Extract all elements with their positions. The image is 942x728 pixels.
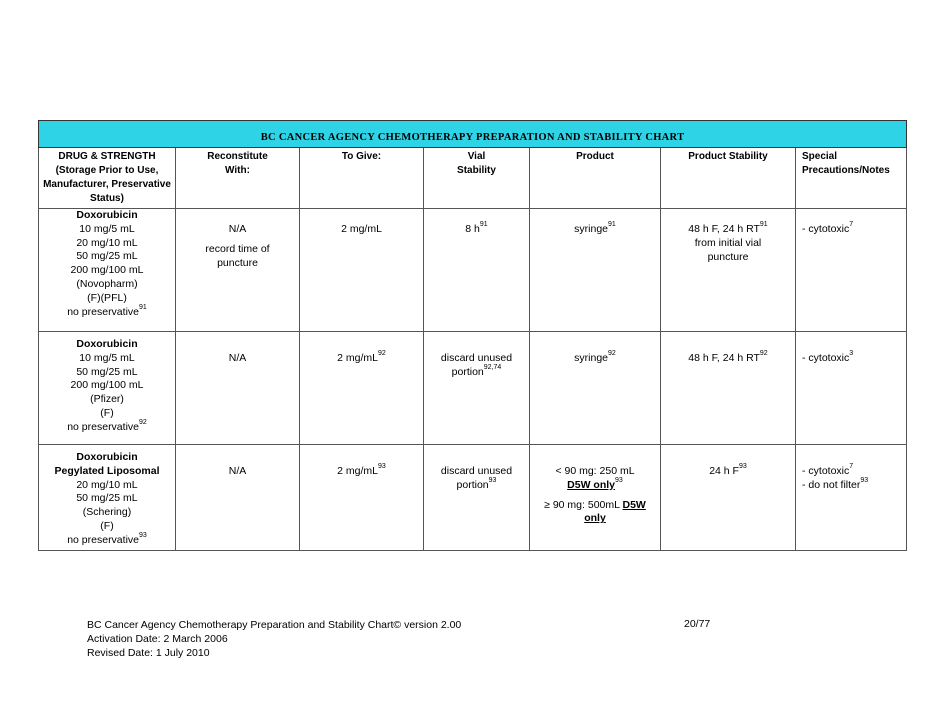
storage: (F) [100, 406, 114, 419]
to-give-cell [300, 332, 424, 445]
product-stability-value [664, 211, 792, 237]
notes-cell [796, 445, 907, 551]
product-stability-text: 48 h F, 24 h RT [688, 352, 760, 364]
product-value [533, 499, 657, 513]
drug-name: Doxorubicin [76, 338, 138, 350]
reconstitute-cell [176, 445, 300, 551]
drug-cell [39, 445, 176, 551]
product-stability-value [664, 451, 792, 479]
notes-cell [796, 332, 907, 445]
footer-revised-date: Revised Date: 1 July 2010 [87, 647, 210, 659]
manufacturer: (Novopharm) [76, 277, 138, 290]
to-give-value: 2 mg/mL [341, 223, 382, 235]
product-stability-cell [661, 209, 796, 332]
drug-name: Doxorubicin [76, 209, 138, 221]
vial-stability-text: portion [456, 478, 489, 491]
reference: 93 [615, 476, 623, 484]
vial-stability-cell [424, 445, 530, 551]
note-text: - cytotoxic [802, 223, 850, 235]
reference: 7 [849, 221, 854, 228]
header-special-precautions [796, 148, 907, 209]
notes-cell [796, 209, 907, 332]
strength: 10 mg/5 mL [79, 222, 135, 235]
strength: 50 mg/25 mL [76, 492, 138, 505]
header-text: Product [576, 151, 614, 162]
table-row [39, 445, 907, 551]
product-stability-text: 24 h F [709, 465, 739, 477]
reference: 92 [759, 350, 768, 357]
reference: 93 [488, 476, 497, 484]
header-reconstitute [176, 148, 300, 209]
product-stability-value [664, 338, 792, 366]
header-text: Reconstitute [207, 151, 268, 162]
reconstitute-note: record time of [205, 242, 270, 255]
product-stability-cell [661, 445, 796, 551]
header-product-stability [661, 148, 796, 209]
header-row [39, 148, 907, 209]
table-row [39, 209, 907, 332]
reference: 91 [139, 303, 147, 311]
reference: 92 [378, 350, 386, 357]
reconstitute-note: puncture [217, 256, 258, 269]
reference: 91 [479, 221, 488, 228]
product-text: syringe [574, 223, 609, 235]
drug-name: Doxorubicin [76, 451, 138, 463]
reference: 3 [849, 350, 854, 357]
reference: 91 [608, 221, 616, 228]
vial-stability-value [427, 363, 526, 380]
strength: 50 mg/25 mL [76, 250, 138, 263]
product-stability-note: puncture [707, 250, 749, 263]
reconstitute-value: N/A [228, 465, 247, 477]
preservative [42, 303, 172, 320]
preservative-text: no preservative [67, 305, 139, 318]
vial-stability-text: 8 h [465, 223, 480, 235]
strength: 200 mg/100 mL [70, 379, 144, 392]
header-text: Manufacturer, Preservative [43, 179, 171, 190]
preservative-text: no preservative [67, 420, 139, 433]
table-row [39, 332, 907, 445]
note [802, 338, 903, 366]
reference: 93 [738, 463, 747, 470]
header-text: Special [802, 151, 838, 162]
product-value [533, 211, 657, 237]
product-stability-note: from initial vial [694, 236, 762, 249]
reference: 93 [139, 531, 147, 539]
product-cell [530, 332, 661, 445]
product-value [533, 476, 657, 493]
header-text: To Give: [341, 151, 382, 162]
vial-stability-text: discard unused [440, 465, 513, 477]
reconstitute-cell [176, 332, 300, 445]
strength: 20 mg/10 mL [76, 236, 138, 249]
reference: 92,74 [483, 363, 502, 371]
stability-chart-table [38, 120, 907, 551]
note-text: - do not filter [802, 478, 861, 491]
footer-activation-date: Activation Date: 2 March 2006 [87, 633, 228, 645]
drug-cell [39, 332, 176, 445]
manufacturer: (Pfizer) [90, 393, 124, 406]
note-text: - cytotoxic [802, 465, 850, 477]
product-text: only [584, 512, 606, 525]
header-drug-strength [39, 148, 176, 209]
vial-stability-cell [424, 332, 530, 445]
preservative [42, 418, 172, 435]
header-text: Stability [457, 165, 496, 176]
product-value [533, 338, 657, 366]
header-text: DRUG & STRENGTH [58, 151, 156, 162]
reference: 93 [378, 463, 386, 470]
product-cell [530, 445, 661, 551]
note [802, 211, 903, 237]
header-text: With: [225, 165, 250, 176]
strength: 200 mg/100 mL [70, 264, 144, 277]
vial-stability-cell [424, 209, 530, 332]
note [802, 476, 903, 493]
storage: (F) [100, 519, 114, 532]
drug-name: Pegylated Liposomal [54, 464, 160, 477]
reconstitute-value: N/A [228, 352, 247, 364]
reference: 91 [759, 221, 768, 228]
footer-title: BC Cancer Agency Chemotherapy Preparation and Stability Chart© version 2.00 [87, 619, 462, 631]
vial-stability-value [427, 211, 526, 237]
page-number: 20/77 [684, 618, 711, 630]
chart-title: BC CANCER AGENCY CHEMOTHERAPY PREPARATION AND STABILITY CHART [39, 121, 907, 148]
chart-title-row [39, 121, 907, 148]
header-text: Status) [90, 193, 124, 204]
vial-stability-value [427, 476, 526, 493]
to-give-text: 2 mg/mL [337, 352, 379, 364]
preservative [42, 531, 172, 548]
header-text: Precautions/Notes [802, 165, 890, 176]
drug-cell [39, 209, 176, 332]
vial-stability-text: portion [451, 365, 484, 378]
to-give-text: 2 mg/mL [337, 465, 379, 477]
product-stability-cell [661, 332, 796, 445]
reference: 93 [860, 476, 869, 484]
manufacturer: (Schering) [82, 506, 132, 519]
reference: 7 [849, 463, 854, 470]
product-text: D5W [622, 498, 646, 511]
header-to-give [300, 148, 424, 209]
footer [87, 618, 461, 660]
vial-stability-text: discard unused [440, 352, 513, 364]
to-give-value [303, 451, 420, 479]
product-text: < 90 mg: 250 mL [555, 465, 635, 477]
header-text: (Storage Prior to Use, [55, 165, 159, 176]
product-text: ≥ 90 mg: 500mL [544, 498, 623, 511]
to-give-cell [300, 209, 424, 332]
reconstitute-cell [176, 209, 300, 332]
product-cell [530, 209, 661, 332]
preservative-text: no preservative [67, 533, 139, 546]
header-text: Product Stability [688, 151, 768, 162]
storage: (F)(PFL) [87, 291, 127, 304]
product-stability-text: 48 h F, 24 h RT [688, 223, 760, 235]
product-text: syringe [574, 352, 609, 364]
strength: 20 mg/10 mL [76, 478, 138, 491]
reference: 92 [608, 350, 616, 357]
header-vial-stability [424, 148, 530, 209]
to-give-value [303, 338, 420, 366]
to-give-cell [300, 445, 424, 551]
header-product [530, 148, 661, 209]
reconstitute-value: N/A [228, 223, 247, 235]
header-text: Vial [467, 151, 486, 162]
product-text: D5W only [567, 478, 616, 491]
reference: 92 [139, 418, 147, 426]
note [802, 451, 903, 479]
note-text: - cytotoxic [802, 352, 850, 364]
strength: 10 mg/5 mL [79, 351, 135, 364]
strength: 50 mg/25 mL [76, 365, 138, 378]
